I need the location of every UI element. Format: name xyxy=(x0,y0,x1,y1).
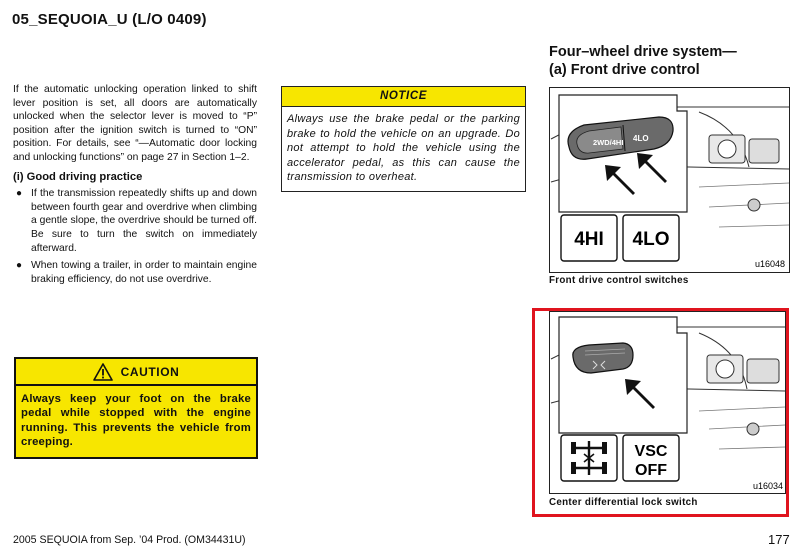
document-header: 05_SEQUOIA_U (L/O 0409) xyxy=(12,11,207,28)
footer-text: 2005 SEQUOIA from Sep. ’04 Prod. (OM34431U) xyxy=(13,534,246,546)
figure-center-differential-lock xyxy=(549,311,790,511)
notice-title: NOTICE xyxy=(282,87,525,107)
driving-practice-item xyxy=(13,187,257,255)
switch-label-4lo: 4LO xyxy=(633,134,649,143)
page-number: 177 xyxy=(768,532,790,547)
section-title xyxy=(549,43,737,79)
figure-caption: Center differential lock switch xyxy=(549,497,698,508)
driving-practice-item xyxy=(13,259,257,286)
center-diff-lock-switch xyxy=(573,343,633,373)
bullet-icon: ● xyxy=(16,260,23,272)
figure-caption: Front drive control switches xyxy=(549,275,689,286)
indicator-4hi: 4HI xyxy=(574,229,604,250)
caution-text: Always keep your foot on the brake pedal while stopped with the engine running. This prevents the vehicle from creeping. xyxy=(21,393,251,449)
indicator-off: OFF xyxy=(635,462,667,479)
driving-practice-item-text: When towing a trailer, in order to maintain engine braking efficiency, do not use overdrive. xyxy=(31,260,257,285)
switch-label-2wd4hi: 2WD/4HI xyxy=(593,138,624,147)
figure-code: u16048 xyxy=(754,259,785,269)
caution-title: CAUTION xyxy=(120,364,180,379)
dashboard-illustration xyxy=(549,87,790,287)
figure-front-drive-control xyxy=(549,87,790,287)
notice-text: Always use the brake pedal or the parking brake to hold the vehicle on an upgrade. Do not attempt to hold the vehicle using the accelerator pedal, as this can cause the transmission to overheat. xyxy=(287,113,520,184)
caution-header xyxy=(16,359,256,386)
left-column xyxy=(13,83,257,290)
bullet-icon: ● xyxy=(16,188,23,200)
section-title-line1: Four–wheel drive system— xyxy=(549,44,737,60)
warning-triangle-icon xyxy=(93,363,113,381)
notice-box xyxy=(281,86,526,192)
driving-practice-heading: (i) Good driving practice xyxy=(13,170,143,183)
indicator-4lo: 4LO xyxy=(632,229,670,250)
dashboard-illustration xyxy=(549,311,790,497)
driving-practice-item-text: If the transmission repeatedly shifts up and down between fourth gear and overdrive when climbing a gentle slope, the overdrive should be turned off. Be sure to turn the switch on immediately afterward. xyxy=(31,188,257,254)
caution-box xyxy=(14,357,258,459)
intro-paragraph: If the automatic unlocking operation linked to shift lever position is set, all doors are automatically unlocked when the selector lever is moved to “P” position after the ignition switch is turned to “ON” position. For details, see “—Automatic door locking and unlocking functions” on page 27 in Section 1–2. xyxy=(13,84,257,163)
figure-code: u16034 xyxy=(752,481,783,491)
indicator-vsc: VSC xyxy=(634,443,668,460)
section-title-line2: (a) Front drive control xyxy=(549,62,700,78)
